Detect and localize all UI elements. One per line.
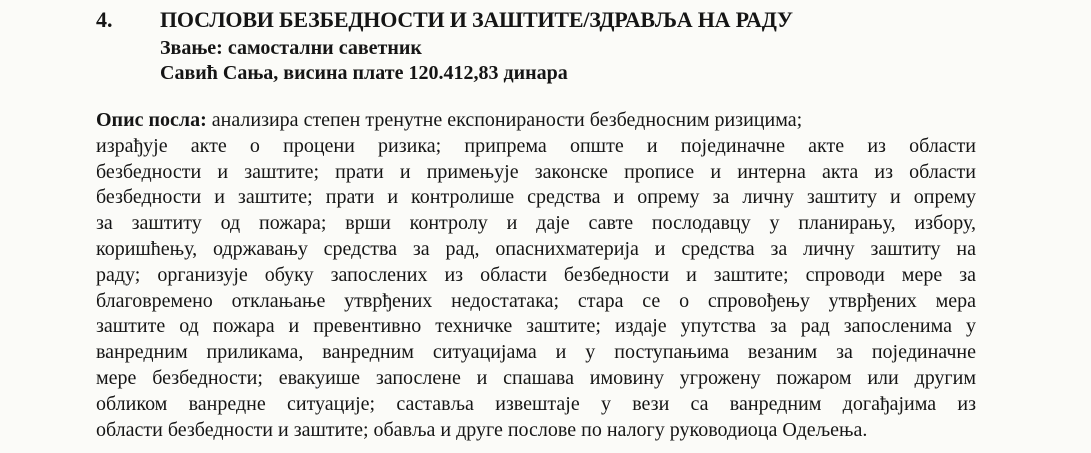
description-line: благовремено отклањање утврђених недостатака; стара се о спровођењу утврђених мера [96, 289, 976, 312]
description-line: израђује акте о процени ризика; припрема опште и појединачне акте из области [96, 134, 976, 157]
description-line: ванредним приликама, ванредним ситуацијама и у поступањима везаним за појединачне [96, 341, 976, 364]
job-description [96, 108, 976, 443]
section-title: ПОСЛОВИ БЕЗБЕДНОСТИ И ЗАШТИТЕ/ЗДРАВЉА НА РАДУ [160, 7, 793, 32]
description-label: Опис посла: [96, 109, 207, 131]
description-first-line [96, 108, 976, 134]
description-line: безбедности и заштите; прати и контролише средства и опрему за личну заштиту и опрему [96, 186, 976, 209]
description-line: за заштиту од пожара; врши контролу и даје савте послодавцу у планирању, избору, [96, 212, 976, 235]
description-last-line: области безбедности и заштите; обавља и друге послове по налогу руководиоца Одељења. [96, 418, 868, 441]
section-number: 4. [96, 7, 113, 32]
description-line: мере безбедности; евакуише запослене и спашава имовину угрожену пожаром или другим [96, 366, 976, 389]
description-line: обликом ванредне ситуације; саставља извештаје у вези са ванредним догађајима из [96, 392, 976, 415]
employee-salary: Савић Сања, висина плате 120.412,83 динара [160, 62, 568, 84]
description-line: коришћењу, одржавању средства за рад, опаснихматерија и средства за личну заштиту на [96, 237, 976, 260]
description-first-text: анализира степен тренутне експонираности безбедносним ризицима; [211, 109, 803, 131]
description-line: раду; организује обуку запослених из области безбедности и заштите; спроводи мере за [96, 263, 976, 286]
job-rank: Звање: самостални саветник [160, 37, 422, 59]
description-line: заштите од пожара и превентивно техничке заштите; издаје упутства за рад запосленима у [96, 315, 976, 338]
description-line: безбедности и заштите; прати и примењује законске прописе и интерна акта из области [96, 160, 976, 183]
